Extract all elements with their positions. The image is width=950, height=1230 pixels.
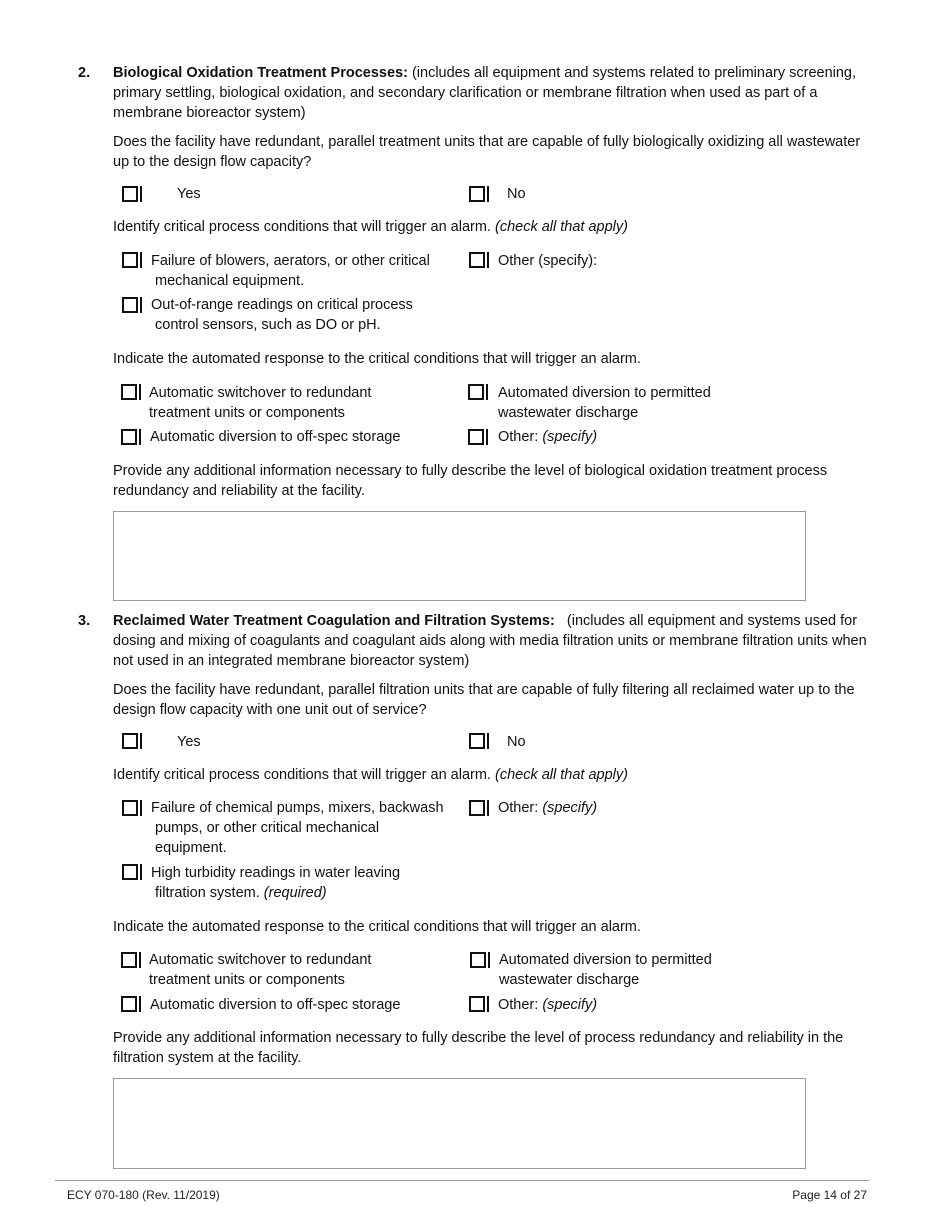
s2-resp-offspec-label: Automatic diversion to off-spec storage [150, 429, 401, 445]
s3-cond-other-checkbox[interactable] [469, 800, 485, 816]
s3-resp-diversion-line2: wastewater discharge [499, 972, 640, 988]
s3-response-prompt: Indicate the automated response to the critical conditions that will trigger an alarm. [113, 919, 641, 935]
s3-info-prompt: Provide any additional information necessary to fully describe the level of process redundancy and reliability in the filtration system at the facility. [113, 1030, 844, 1066]
s3-cond-turbidity-checkbox[interactable] [122, 864, 138, 880]
section-3-title: Reclaimed Water Treatment Coagulation and Filtration Systems: [113, 613, 555, 629]
s3-cond-equipment-line2: pumps, or other critical mechanical [155, 820, 380, 836]
s2-resp-diversion-line2: wastewater discharge [498, 405, 639, 421]
s2-cond-sensors-checkbox[interactable] [122, 297, 138, 313]
s2-conditions-prompt-text: Identify critical process conditions that will trigger an alarm. [113, 219, 495, 235]
s2-resp-switchover-line2: treatment units or components [149, 405, 345, 421]
s2-cond-other-checkbox[interactable] [469, 252, 485, 268]
s3-cond-equipment-line3: equipment. [155, 840, 227, 856]
s3-resp-other-text: Other: [498, 997, 543, 1013]
s2-response-prompt: Indicate the automated response to the critical conditions that will trigger an alarm. [113, 351, 641, 367]
s3-resp-offspec-label: Automatic diversion to off-spec storage [150, 997, 401, 1013]
s3-resp-other-hint: (specify) [542, 997, 598, 1013]
section-2-title: Biological Oxidation Treatment Processes: [113, 65, 408, 81]
s3-cond-equipment-line1: Failure of chemical pumps, mixers, backwash [151, 800, 444, 816]
s2-info-textbox[interactable] [113, 511, 806, 601]
s3-conditions-prompt-hint: (check all that apply) [495, 767, 628, 783]
footer-page-number: Page 14 of 27 [792, 1188, 867, 1202]
s2-cond-other-label: Other (specify): [498, 253, 598, 269]
s3-conditions-prompt [113, 765, 875, 785]
s2-resp-other-checkbox[interactable] [468, 429, 484, 445]
s3-cond-turbidity-label [151, 863, 461, 903]
s3-no-label: No [507, 734, 526, 750]
s3-cond-equipment-label [151, 798, 461, 858]
s3-resp-switchover-line1: Automatic switchover to redundant [149, 952, 372, 968]
section-2-description: (includes all equipment and systems related to preliminary screening, primary settling, biological oxidation, and secondary clarification or membrane filtration when used as part of a membrane bioreactor system) [113, 65, 857, 121]
s2-resp-offspec-checkbox[interactable] [121, 429, 137, 445]
section-2-question: Does the facility have redundant, parallel treatment units that are capable of fully biologically oxidizing all wastewater up to the design flow capacity? [113, 134, 861, 170]
s3-resp-offspec-checkbox[interactable] [121, 996, 137, 1012]
s3-cond-turbidity-line2 [151, 883, 461, 903]
s3-cond-equipment-checkbox[interactable] [122, 800, 138, 816]
section-3-heading [113, 611, 875, 671]
s2-cond-equipment-line2: mechanical equipment. [155, 273, 305, 289]
s3-resp-diversion-label [499, 950, 799, 990]
s3-resp-diversion-checkbox[interactable] [470, 952, 486, 968]
s2-cond-sensors-label [151, 295, 461, 335]
s3-conditions-prompt-text: Identify critical process conditions that will trigger an alarm. [113, 767, 495, 783]
s2-yes-label: Yes [177, 186, 201, 202]
s2-cond-sensors-line1: Out-of-range readings on critical process [151, 297, 413, 313]
s2-resp-other-label [498, 427, 597, 447]
section-2-number: 2. [78, 65, 91, 81]
s2-conditions-prompt [113, 217, 875, 237]
s2-yes-checkbox[interactable] [122, 186, 138, 202]
s2-cond-equipment-label [151, 251, 461, 291]
s3-resp-switchover-checkbox[interactable] [121, 952, 137, 968]
s2-cond-equipment-checkbox[interactable] [122, 252, 138, 268]
s2-no-label: No [507, 186, 526, 202]
s2-resp-switchover-line1: Automatic switchover to redundant [149, 385, 372, 401]
s3-cond-other-label [498, 798, 597, 818]
s3-resp-diversion-line1: Automated diversion to permitted [499, 952, 712, 968]
footer-form-id: ECY 070-180 (Rev. 11/2019) [67, 1188, 220, 1202]
section-3-number: 3. [78, 613, 91, 629]
s2-no-checkbox[interactable] [469, 186, 485, 202]
s2-resp-other-text: Other: [498, 429, 543, 445]
s3-no-checkbox[interactable] [469, 733, 485, 749]
s2-resp-switchover-label [149, 383, 449, 423]
s3-info-textbox[interactable] [113, 1078, 806, 1169]
s3-cond-other-text: Other: [498, 800, 543, 816]
s2-info-prompt: Provide any additional information necessary to fully describe the level of biological oxidation treatment process redundancy and reliability at the facility. [113, 463, 828, 499]
section-3-description: (includes all equipment and systems used for dosing and mixing of coagulants and coagulant aids along with media filtration units or membrane filtration units when not used in an integrated membrane bioreactor system) [113, 613, 871, 669]
s2-resp-diversion-checkbox[interactable] [468, 384, 484, 400]
s2-resp-other-hint: (specify) [542, 429, 598, 445]
s3-resp-other-checkbox[interactable] [469, 996, 485, 1012]
s2-cond-sensors-line2: control sensors, such as DO or pH. [155, 317, 381, 333]
s3-cond-turbidity-line1: High turbidity readings in water leaving [151, 865, 401, 881]
s3-yes-label: Yes [177, 734, 201, 750]
s2-resp-diversion-label [498, 383, 798, 423]
s3-resp-other-label [498, 995, 597, 1015]
s2-resp-diversion-line1: Automated diversion to permitted [498, 385, 711, 401]
s2-resp-switchover-checkbox[interactable] [121, 384, 137, 400]
section-2-heading [113, 63, 875, 123]
s3-yes-checkbox[interactable] [122, 733, 138, 749]
s3-cond-other-hint: (specify) [542, 800, 598, 816]
s3-cond-turbidity-line2-text: filtration system. [155, 885, 264, 901]
footer-divider [55, 1180, 869, 1181]
s2-conditions-prompt-hint: (check all that apply) [495, 219, 628, 235]
section-3-question: Does the facility have redundant, parallel filtration units that are capable of fully filtering all reclaimed water up to the design flow capacity with one unit out of service? [113, 682, 855, 718]
s3-resp-switchover-label [149, 950, 449, 990]
s3-resp-switchover-line2: treatment units or components [149, 972, 345, 988]
s2-cond-equipment-line1: Failure of blowers, aerators, or other critical [151, 253, 430, 269]
s3-cond-turbidity-required: (required) [263, 885, 327, 901]
